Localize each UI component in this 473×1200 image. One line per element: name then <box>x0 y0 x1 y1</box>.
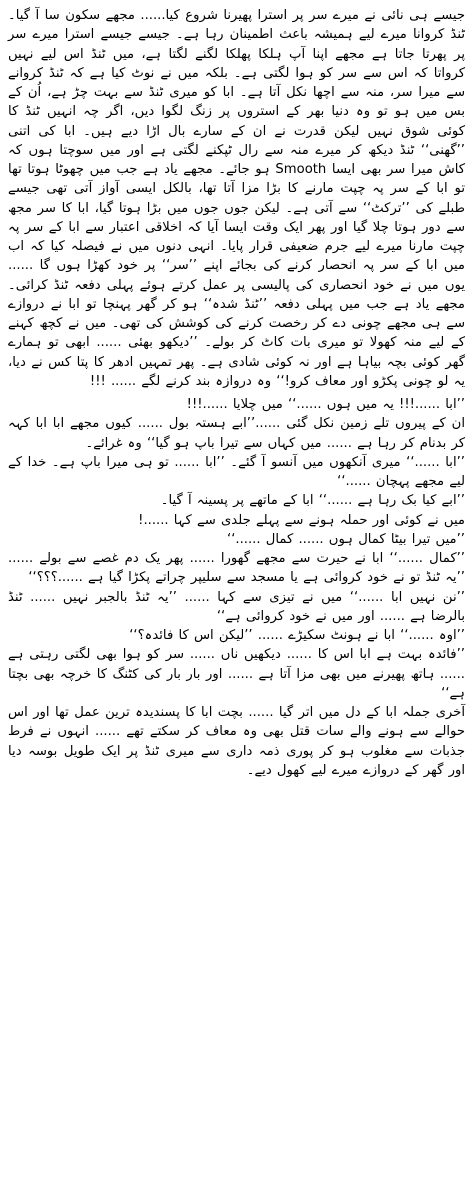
paragraph: ان کے پیروں تلے زمین نکل گئی ......’’ابے ہستہ بول ...... کیوں مجھے ابا ابا کہہ کر بدنام کر رہا ہے ...... میں کہاں سے تیرا باپ ہو گیا‘‘ وہ غرائے۔ <box>8 416 465 451</box>
paragraph: میں نے کوئی اور حملہ ہونے سے پہلے جلدی سے کہا ......! <box>138 512 465 528</box>
dialogue-line: ’’نن نہیں ابا ......‘‘ میں نے تیزی سے کہا ...... ’’یہ ٹنڈ بالجبر نہیں ...... ٹنڈ بالرضا ہے ...... اور میں نے خود کروائی ہے‘‘ <box>8 589 465 624</box>
dialogue-line: ’’اوہ ......‘‘ ابا نے ہونٹ سکیڑے ...... ’’لیکن اس کا فائدہ؟‘‘ <box>129 628 465 643</box>
dialogue-line: ’’ابا ......‘‘ میری آنکھوں میں آنسو آ گئے۔ ’’ابا ...... تو ہی میرا باپ ہے۔ خدا کے لیے مجھے پہچان ......‘‘ <box>8 454 465 489</box>
paragraph-opening: جیسے ہی نائی نے میرے سر پر استرا پھیرنا شروع کیا...... مجھے سکون سا آ گیا۔ ٹنڈ کروانا میرے لیے ہمیشہ باعث اطمینان رہا ہے۔ جیسے جیسے استرا میرے سر پر پھرتا جاتا ہے مجھے اپنا آپ ہلکا پھلکا لگنے لگتا ہے، میں ٹنڈ اس لیے نہیں کرواتا کہ اس سے سر کو ہوا لگتی ہے۔ بلکہ میں نے نوٹ کیا ہے کہ ٹنڈ کروانے سے میرا سر، منہ سے اچھا نکل آتا ہے۔ ابا کو میری ٹنڈ سے بہت چڑ ہے، اُن کے بس میں ہو تو وہ دنیا بھر کے استروں پر زنگ لگوا دیں، اگر چہ انہیں ٹنڈ کا کوئی شوق نہیں لیکن قدرت نے ان کے سارے بال اڑا دیے ہیں۔ ابا کی اتنی ’’گھنی‘‘ ٹنڈ دیکھ کر میرے منہ سے رال ٹپکنے لگتی ہے اور میں سوچتا ہوں کہ کاش میرا سر بھی ایسا Smooth ہو جائے۔ مجھے یاد ہے جب میں چھوٹا ہوتا تھا تو ابا کے سر پہ چپت مارنے کا بڑا مزا آتا تھا، بالکل ایسی آواز آتی تھی جیسے طبلے کی ’’ترکٹ‘‘ سے آتی ہے۔ لیکن جوں جوں میں بڑا ہوتا گیا، ابا کا سر مجھ سے دور ہوتا چلا گیا اور پھر ایک وقت ایسا آیا کہ اخلاقی اعتبار سے ابا کے سر پہ چپت مارنا میرے لیے جرم ضعیفی قرار پایا۔ انہی دنوں میں نے فیصلہ کیا کہ اب میں ابا کے سر پہ انحصار کرنے کی بجائے اپنے ’’سر‘‘ پر خود کھڑا ہوں گا ...... یوں میں نے خود انحصاری کی پالیسی پر عمل کرتے ہوئے پہلی دفعہ ٹنڈ کرائی۔ مجھے یاد ہے جب میں پہلی دفعہ ’’ٹنڈ شدہ‘‘ ہو کر گھر پہنچا تو ابا نے دروازے سے ہی مجھے چونی دے کر رخصت کرنے کی کوشش کی تھی۔ میں نے کچھ کہنے کے لیے منہ کھولا تو میری بات کاٹ کر بولے۔ ’’دیکھو بھئی ...... ابھی تو ہمارے گھر کوئی بچہ بیاہا ہے اور نہ کوئی شادی ہے۔ پھر تمہیں ادھر کا پتا کس نے دیا، یہ لو چونی پکڑو اور معاف کرو!‘‘ وہ دروازہ بند کرنے لگے ...... !!! <box>8 8 465 389</box>
dialogue-line: ’’میں تیرا بیٹا کمال ہوں ...... کمال ......‘‘ <box>227 531 465 547</box>
dialogue-line: ’’ابے کیا بک رہا ہے ......‘‘ ابا کے ماتھے پر پسینہ آ گیا۔ <box>160 493 465 509</box>
dialogue-line: ’’ابا ......!!! یہ میں ہوں ......‘‘ میں چلایا ......!!! <box>186 397 465 412</box>
dialogue-line: ’’فائدہ بہت ہے ابا اس کا ...... دیکھیں ناں ...... سر کو ہوا بھی لگتی رہتی ہے ...... ہاتھ پھیرنے میں بھی مزا آتا ہے ...... اور بار بار کی کٹنگ کا خرچہ بھی بچتا ہے‘‘ <box>8 647 465 701</box>
paragraph-closing: آخری جملہ ابا کے دل میں اتر گیا ...... بچت ابا کا پسندیدہ ترین عمل تھا اور اس حوالے سے ہونے والے سات قتل بھی وہ معاف کر سکتے تھے ...... انہوں نے فرط جذبات سے مغلوب ہو کر پوری ذمہ داری سے میری ٹنڈ پر ایک طویل بوسہ دیا اور گھر کے دروازے میرے لیے کھول دیے۔ <box>8 705 465 778</box>
dialogue-line: ’’کمال ......‘‘ ابا نے حیرت سے مجھے گھورا ...... پھر یک دم غصے سے بولے ...... ’’یہ ٹنڈ تو نے خود کروائی ہے یا مسجد سے سلیپر چراتے پکڑا گیا ہے ......؟؟؟‘‘ <box>8 551 465 586</box>
